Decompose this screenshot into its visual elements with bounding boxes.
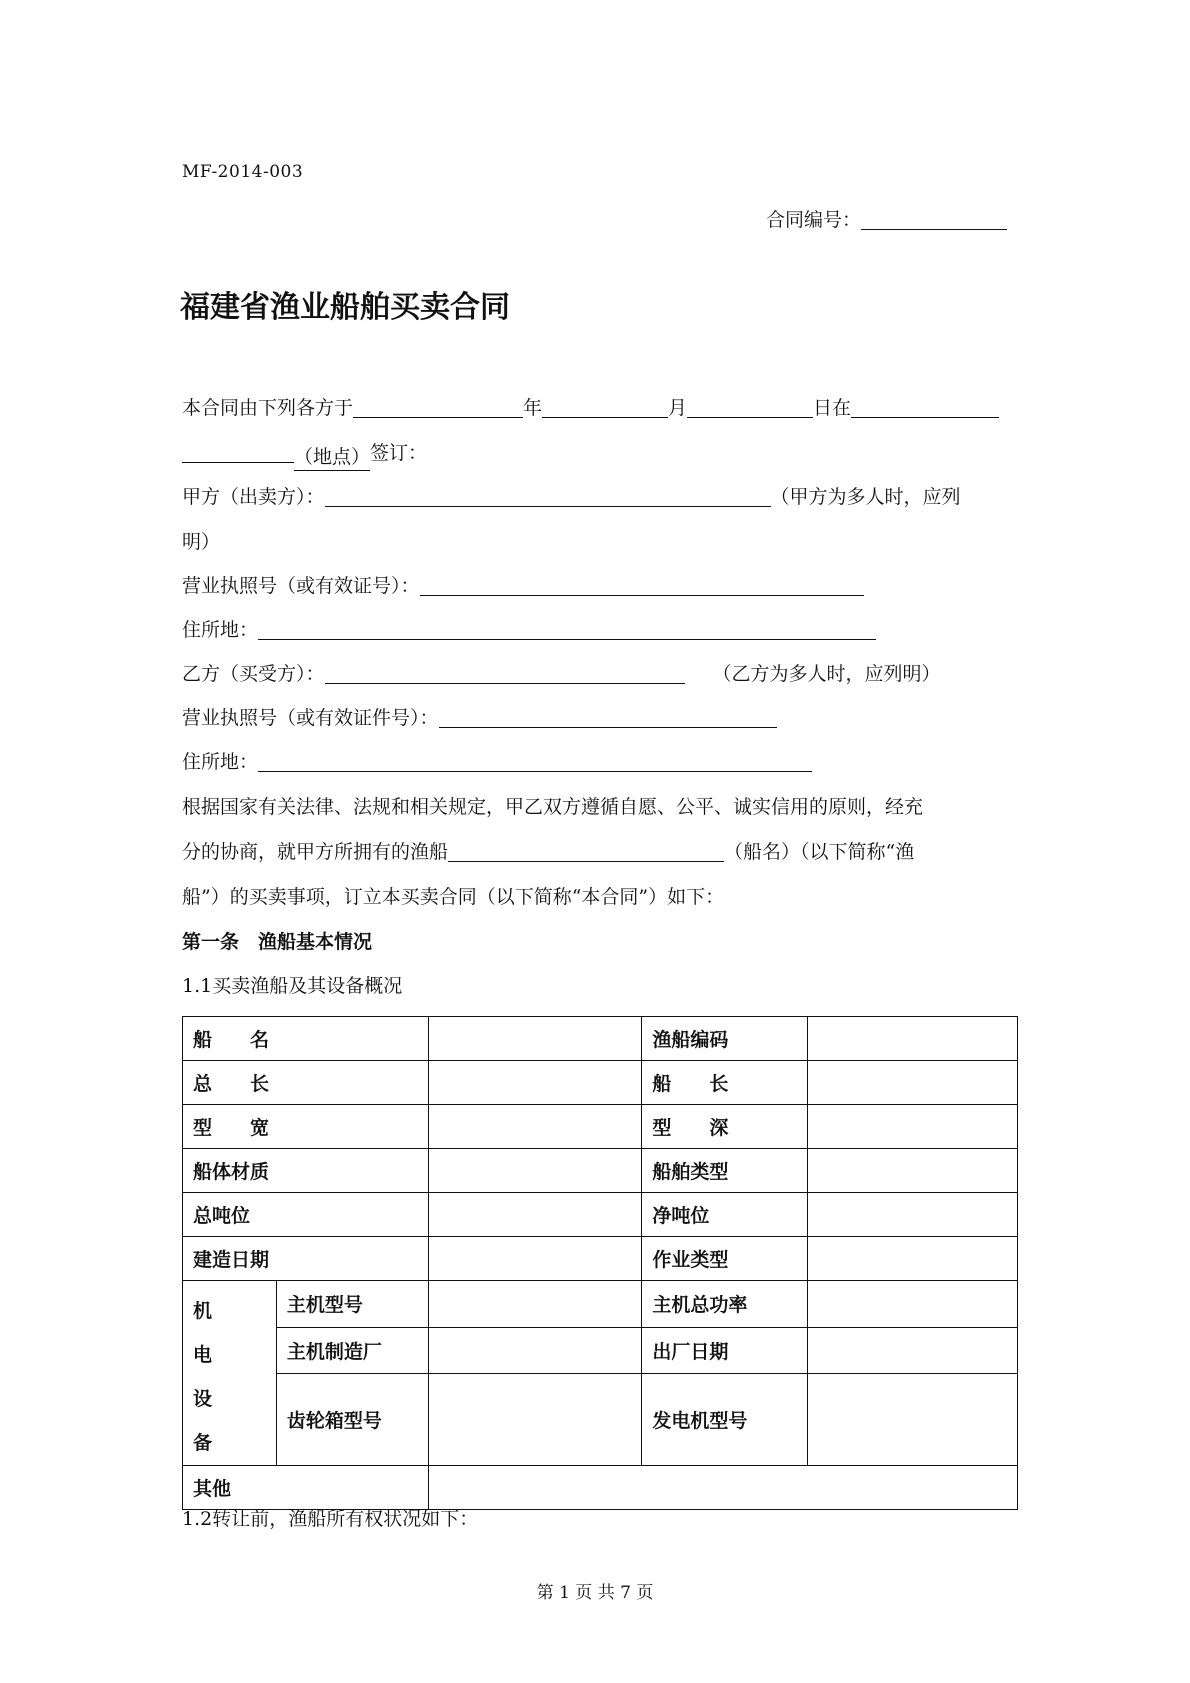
- table-value-cell[interactable]: [428, 1017, 642, 1061]
- table-row: [183, 1327, 1018, 1374]
- party-b-name-field[interactable]: [325, 663, 685, 684]
- table-label: 主机制造厂: [276, 1327, 428, 1374]
- table-label: 净吨位: [642, 1193, 808, 1237]
- intro-line: [182, 395, 999, 421]
- table-value-cell[interactable]: [428, 1281, 642, 1328]
- party-a-label: 甲方（出卖方）：: [182, 486, 325, 508]
- equip-char: 设: [193, 1388, 213, 1410]
- document-title: 福建省渔业船舶买卖合同: [180, 290, 510, 325]
- party-a-license-label: 营业执照号（或有效证号）：: [182, 575, 420, 597]
- table-label: 作业类型: [642, 1237, 808, 1281]
- month-label: 月: [668, 397, 688, 419]
- table-label: 出厂日期: [642, 1327, 808, 1374]
- party-b-address-field[interactable]: [258, 751, 812, 772]
- party-a-note: （甲方为多人时，应列: [770, 486, 961, 508]
- equip-char: 备: [193, 1432, 213, 1454]
- table-row: [183, 1237, 1018, 1281]
- table-row: [183, 1374, 1018, 1466]
- table-label: 建造日期: [183, 1237, 429, 1281]
- table-label: 总 长: [183, 1061, 429, 1105]
- place-line: [182, 440, 427, 471]
- party-a-address-line: [182, 617, 876, 643]
- table-value-cell[interactable]: [428, 1466, 1017, 1510]
- party-a-name-field[interactable]: [325, 486, 771, 507]
- table-value-cell[interactable]: [808, 1281, 1018, 1328]
- equipment-group-label: [183, 1281, 277, 1466]
- table-value-cell[interactable]: [428, 1374, 642, 1466]
- table-value-cell[interactable]: [428, 1193, 642, 1237]
- party-a-license-line: [182, 573, 864, 599]
- table-label: 船体材质: [183, 1149, 429, 1193]
- table-row: [183, 1017, 1018, 1061]
- party-a-license-field[interactable]: [420, 575, 864, 596]
- table-value-cell[interactable]: [808, 1237, 1018, 1281]
- table-value-cell[interactable]: [808, 1193, 1018, 1237]
- table-label: 船 长: [642, 1061, 808, 1105]
- table-label: 总吨位: [183, 1193, 429, 1237]
- table-row: [183, 1281, 1018, 1328]
- table-value-cell[interactable]: [808, 1374, 1018, 1466]
- table-label: 主机型号: [276, 1281, 428, 1328]
- section-1-2: 1.2转让前，渔船所有权状况如下：: [182, 1508, 479, 1530]
- party-a-address-label: 住所地：: [182, 619, 259, 641]
- page-footer: 第 1 页 共 7 页: [536, 1583, 654, 1603]
- table-label: 齿轮箱型号: [276, 1374, 428, 1466]
- party-b-address-label: 住所地：: [182, 751, 259, 773]
- party-a-line: [182, 484, 961, 510]
- table-value-cell[interactable]: [428, 1237, 642, 1281]
- table-value-cell[interactable]: [808, 1105, 1018, 1149]
- article-1-heading: 第一条 渔船基本情况: [182, 931, 373, 953]
- party-b-label: 乙方（买受方）：: [182, 663, 325, 685]
- sign-month-field[interactable]: [542, 397, 668, 418]
- contract-number-field[interactable]: [861, 209, 1007, 230]
- table-label: 其他: [183, 1466, 429, 1510]
- table-row: [183, 1149, 1018, 1193]
- sign-place-field-1[interactable]: [851, 397, 999, 418]
- table-label: 发电机型号: [642, 1374, 808, 1466]
- table-value-cell[interactable]: [428, 1149, 642, 1193]
- party-b-license-field[interactable]: [439, 707, 777, 728]
- table-value-cell[interactable]: [808, 1149, 1018, 1193]
- table-value-cell[interactable]: [808, 1017, 1018, 1061]
- sign-year-field[interactable]: [353, 397, 523, 418]
- signed-label: 签订：: [370, 442, 428, 464]
- section-1-1: 1.1买卖渔船及其设备概况: [182, 975, 403, 997]
- preamble-line-1: 根据国家有关法律、法规和相关规定，甲乙双方遵循自愿、公平、诚实信用的原则，经充: [182, 796, 924, 818]
- party-b-license-label: 营业执照号（或有效证件号）：: [182, 707, 439, 729]
- sign-place-field-2[interactable]: [182, 442, 294, 463]
- vessel-spec-table: [182, 1016, 1018, 1510]
- table-value-cell[interactable]: [428, 1061, 642, 1105]
- document-code: MF-2014-003: [182, 162, 304, 182]
- table-row: [183, 1466, 1018, 1510]
- intro-prefix: 本合同由下列各方于: [182, 397, 354, 419]
- table-row: [183, 1105, 1018, 1149]
- equip-char: 电: [193, 1344, 213, 1366]
- party-b-line: [182, 661, 941, 687]
- party-b-note: （乙方为多人时，应列明）: [712, 663, 941, 685]
- year-label: 年: [523, 397, 543, 419]
- vessel-name-field[interactable]: [448, 841, 724, 862]
- table-value-cell[interactable]: [428, 1105, 642, 1149]
- equip-char: 机: [193, 1300, 213, 1322]
- preamble-line-2: [182, 839, 914, 865]
- preamble-line-2b: （船名）（以下简称“渔: [724, 841, 915, 863]
- table-label: 型 深: [642, 1105, 808, 1149]
- preamble-line-2a: 分的协商，就甲方所拥有的渔船: [182, 841, 449, 863]
- table-row: [183, 1193, 1018, 1237]
- table-label: 船 名: [183, 1017, 429, 1061]
- preamble-line-3: 船”）的买卖事项，订立本买卖合同（以下简称“本合同”）如下：: [182, 886, 725, 908]
- day-at-label: 日在: [813, 397, 852, 419]
- contract-number-label: 合同编号：: [766, 209, 862, 231]
- party-b-license-line: [182, 705, 777, 731]
- party-b-address-line: [182, 749, 812, 775]
- table-label: 型 宽: [183, 1105, 429, 1149]
- table-label: 主机总功率: [642, 1281, 808, 1328]
- table-label: 船舶类型: [642, 1149, 808, 1193]
- place-label: （地点）: [294, 444, 370, 471]
- party-a-note-cont: 明）: [182, 531, 221, 553]
- table-label: 渔船编码: [642, 1017, 808, 1061]
- table-value-cell[interactable]: [808, 1061, 1018, 1105]
- table-row: [183, 1061, 1018, 1105]
- table-value-cell[interactable]: [428, 1327, 642, 1374]
- table-value-cell[interactable]: [808, 1327, 1018, 1374]
- sign-day-field[interactable]: [687, 397, 813, 418]
- contract-number: [766, 205, 1007, 232]
- party-a-address-field[interactable]: [258, 619, 876, 640]
